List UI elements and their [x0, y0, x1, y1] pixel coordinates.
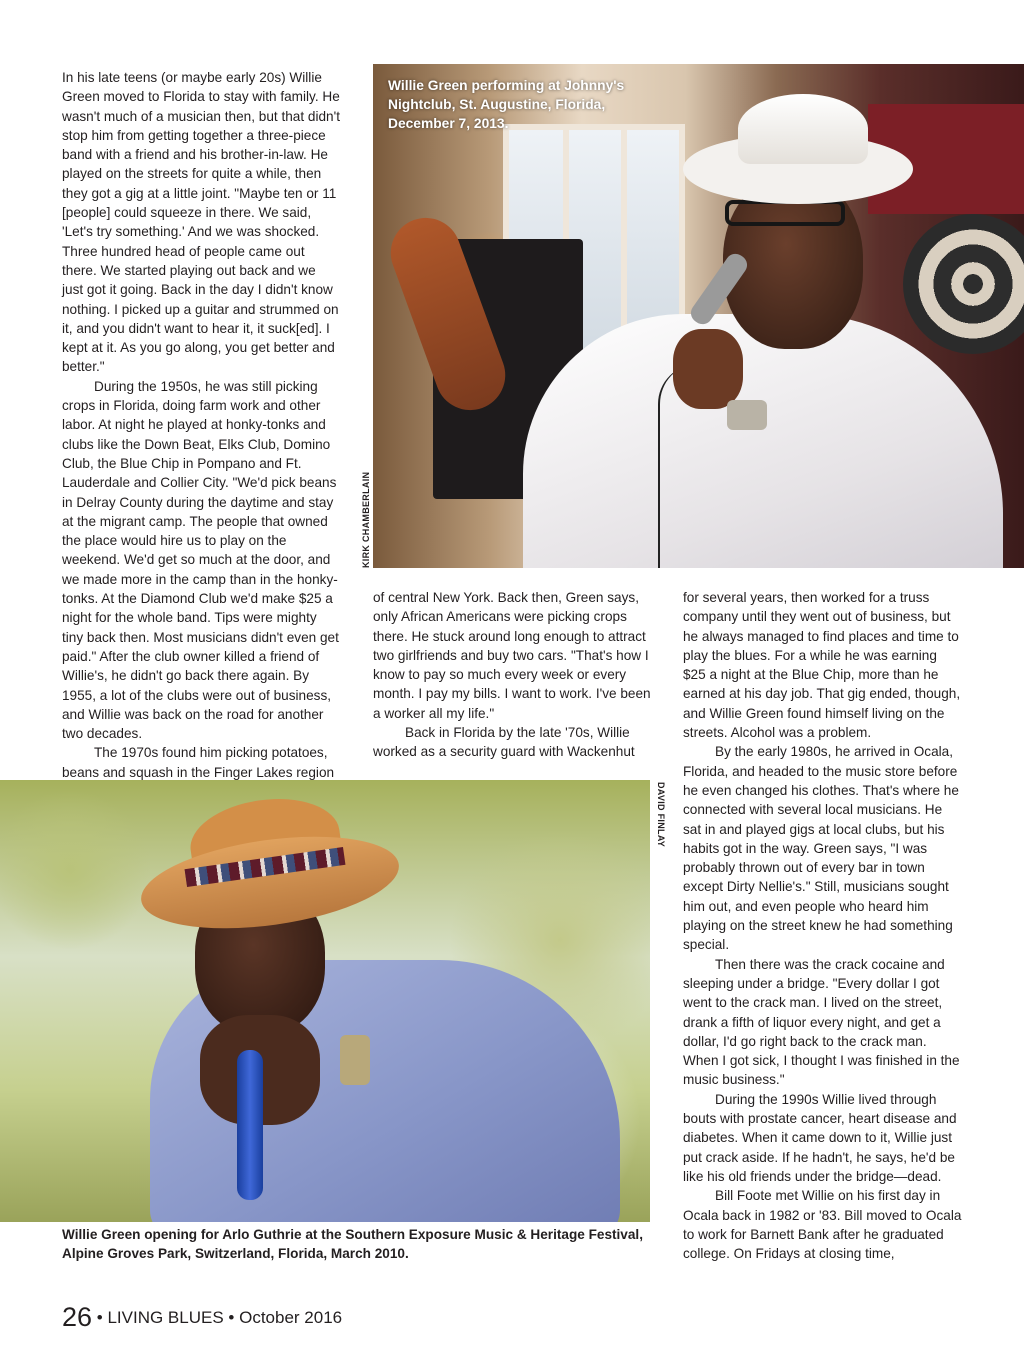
footer-bullet: •: [228, 1308, 235, 1327]
footer-bullet: •: [96, 1308, 103, 1327]
magazine-name: LIVING BLUES: [107, 1308, 224, 1327]
paragraph: During the 1990s Willie lived through bouts with prostate cancer, heart disease and diabetes. When it came down to it, Willie just put crack aside. If he hadn't, he says, he'd be like his old friends under the bridge—dead.: [683, 1091, 957, 1184]
photo-caption: Willie Green performing at Johnny's Nightclub, St. Augustine, Florida, December 7, 2013.: [388, 78, 625, 131]
issue-date: October 2016: [239, 1308, 343, 1327]
paragraph: Bill Foote met Willie on his first day in Ocala back in 1982 or '83. Bill moved to Ocala to work for Barnett Bank after he graduated college. On Fridays at closing time,: [683, 1188, 962, 1262]
article-column-3: [683, 588, 963, 1263]
paragraph: Back in Florida by the late '70s, Willie worked as a security guard with Wackenhut: [373, 725, 635, 760]
photo-credit: KIRK CHAMBERLAIN: [361, 471, 371, 568]
paragraph: During the 1950s, he was still picking crops in Florida, doing farm work and other labor. At night he played at honky-tonks and clubs like the Down Beat, Elks Club, Domino Club, the Blue Chip in Pompano and Ft. Lauderdale and Collier City. "We'd pick beans in Delray County during the daytime and stay at the migrant camp. The people that owned the place would hire us to play on the weekend. We'd get so much at the door, and we made more in the camp than in the honky-tonks. At the Diamond Club we'd make $25 a night for the whole band. Tips were mighty tiny back then. Most musicians didn't even get paid." After the club owner killed a friend of Willie's, he didn't go back there again. By 1955, a lot of the clubs were out of business, and Willie was back on the road for another two decades.: [62, 378, 339, 742]
paragraph: In his late teens (or maybe early 20s) Willie Green moved to Florida to stay with family. He wasn't much of a musician then, but that didn't stop him from getting together a three-piece band with a friend and his brother-in-law. He played on the streets for quite a while, then they got a gig at a little joint. "Maybe ten or 11 [people] could squeeze in there. We said, 'Let's try something.' And we was shocked. Three hundred head of people came out there. We started playing out back and we just got it going. Back in the day I didn't know nothing. I picked up a guitar and strummed on it, and you didn't want to hear it, it suck[ed]. I kept at it. As you go along, you get better and better.": [62, 70, 340, 375]
page-footer: [62, 1302, 342, 1333]
paragraph: Then there was the crack cocaine and sleeping under a bridge. "Every dollar I got went to the crack man. I lived on the street, drank a fifth of liquor every night, and get a dollar, I'd go right back to the crack man. When I got sick, I thought I was finished in the music business.": [683, 956, 960, 1088]
article-column-2: [373, 588, 651, 762]
photo-willie-green-harmonica: [0, 780, 650, 1222]
paragraph: for several years, then worked for a truss company until they went out of business, but he always managed to find places and time to play the blues. For a while he was earning $25 a night at the Blue Chip, more than he earned at his day job. That gig ended, though, and Willie Green found himself living on the streets. Alcohol was a problem.: [683, 590, 961, 741]
photo-credit: DAVID FINLAY: [656, 782, 666, 848]
paragraph: of central New York. Back then, Green says, only African Americans were picking crops there. He stuck around long enough to attract two girlfriends and buy two cars. "That's how I know to pay so much every week or every month. I pay my bills. I want to work. I've been a worker all my life.": [373, 590, 651, 721]
paragraph: The 1970s found him picking potatoes, beans and squash in the Finger Lakes region: [62, 745, 335, 780]
page-number: 26: [62, 1302, 93, 1332]
paragraph: By the early 1980s, he arrived in Ocala, Florida, and headed to the music store before he even changed his clothes. That's where he connected with several local musicians. He sat in and played gigs at local clubs, but his habits got in the way. Green says, "I was probably thrown out of every bar in town except Dirty Nellie's." Still, musicians sought him out, and even people who heard him playing on the street knew he had something special.: [683, 744, 959, 953]
article-column-1: [62, 68, 340, 782]
photo-willie-green-performing: [373, 64, 1024, 568]
photo-caption: Willie Green opening for Arlo Guthrie at the Southern Exposure Music & Heritage Festival, Alpine Groves Park, Switzerland, Florida, March 2010.: [62, 1227, 643, 1261]
